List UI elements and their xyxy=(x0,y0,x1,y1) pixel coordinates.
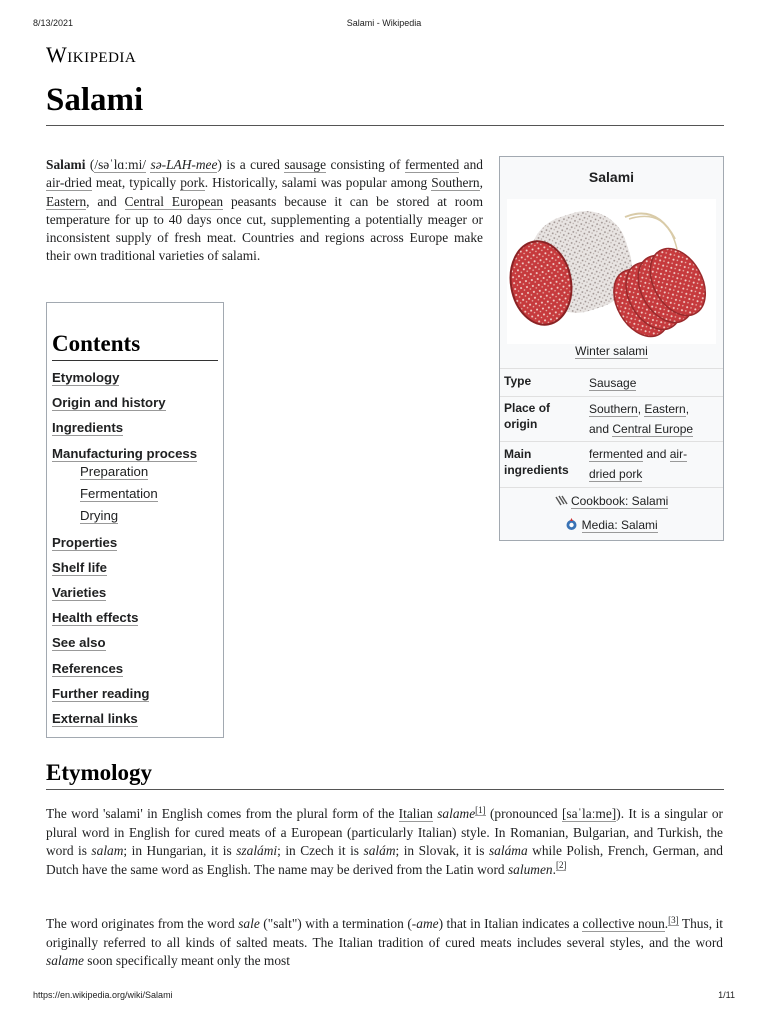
toc-item-health-effects[interactable]: Health effects xyxy=(52,610,139,625)
link-central-european[interactable]: Central European xyxy=(124,193,224,209)
etymology-paragraph-1 xyxy=(46,805,723,879)
infobox-label-origin xyxy=(504,400,550,432)
link-pork[interactable]: pork xyxy=(180,175,205,191)
lead-text: ) is a cured xyxy=(217,157,285,172)
print-title: Salami - Wikipedia xyxy=(346,18,422,28)
media-link[interactable]: Media: Salami xyxy=(581,518,658,532)
link-southern[interactable]: Southern xyxy=(431,175,480,191)
lead-text: consisting of xyxy=(326,157,405,172)
toc-item-further-reading[interactable]: Further reading xyxy=(52,686,150,701)
print-header xyxy=(33,18,735,30)
media-link-row xyxy=(500,518,723,532)
term-salame: salame xyxy=(437,806,476,821)
reference-3[interactable]: [3] xyxy=(668,914,679,925)
term-szalami: szalámi xyxy=(236,843,278,859)
para-text: ) that in Italian indicates a xyxy=(438,916,583,931)
cookbook-link-row xyxy=(500,494,723,508)
infobox-title: Salami xyxy=(588,169,635,185)
lead-text: , xyxy=(479,175,483,191)
term-salam-czech: salám xyxy=(363,843,396,859)
para-text: ; in Slovak, it is xyxy=(395,843,489,859)
lead-text: . Historically, salami was popular among xyxy=(204,175,432,191)
salami-illustration xyxy=(507,199,716,344)
toc-item-etymology[interactable]: Etymology xyxy=(52,370,120,385)
toc-item-manufacturing-process[interactable]: Manufacturing process xyxy=(52,446,198,461)
link-fermented-infobox[interactable]: fermented xyxy=(589,447,644,461)
para-text: ("salt") with a termination ( xyxy=(259,916,412,931)
lead-bold-term: Salami xyxy=(46,157,86,172)
sep: and xyxy=(589,422,613,436)
respelling-link[interactable]: sə-LAH-mee xyxy=(150,157,218,172)
sep: , xyxy=(685,402,690,416)
toc-item-ingredients[interactable]: Ingredients xyxy=(52,420,124,435)
para-text: ; in Hungarian, it is xyxy=(123,843,237,859)
para-text: . xyxy=(552,861,556,877)
infobox-caption xyxy=(500,344,723,358)
label-line: ingredients xyxy=(504,463,569,477)
print-url: https://en.wikipedia.org/wiki/Salami xyxy=(33,990,173,1000)
link-fermented[interactable]: fermented xyxy=(404,157,460,172)
link-sausage-infobox[interactable]: Sausage xyxy=(589,376,637,390)
para-text: ; in Czech it is xyxy=(277,843,364,859)
title-divider xyxy=(46,125,724,126)
lead-text: ( xyxy=(85,157,95,172)
para-text: ). It is a singular or plural word in English for cured meats of a European (particularly Italian) style. In Romanian, Bulgarian, and Turkish, the word is xyxy=(46,806,723,859)
link-eastern-infobox[interactable]: Eastern xyxy=(644,402,686,416)
infobox-row-type xyxy=(500,368,723,397)
infobox-sister-links xyxy=(500,487,723,540)
toc-item-references[interactable]: References xyxy=(52,661,124,676)
toc-item-shelf-life[interactable]: Shelf life xyxy=(52,560,107,575)
link-central-europe-infobox[interactable]: Central Europe xyxy=(612,422,694,436)
infobox xyxy=(499,156,724,541)
page-title: Salami xyxy=(46,82,144,118)
para-text: The word originates from the word xyxy=(46,916,239,931)
para-text: Thus, it originally referred to all kinds of salted meats. The Italian tradition of cured meats includes several styles, and the word xyxy=(46,916,724,950)
section-heading-etymology: Etymology xyxy=(46,760,153,785)
commons-icon xyxy=(565,518,578,531)
etymology-paragraph-2 xyxy=(46,915,723,971)
term-salumen: salumen xyxy=(507,861,553,877)
lead-paragraph xyxy=(46,156,483,266)
sep: and xyxy=(643,447,670,461)
reference-1[interactable]: [1] xyxy=(475,804,486,815)
print-page-number: 1/11 xyxy=(718,990,735,1000)
toc-divider xyxy=(52,360,218,361)
infobox-label-ingredients xyxy=(504,446,569,478)
infobox-value-origin xyxy=(589,399,717,439)
para-text: while Polish, French, German, and Dutch have the same word as English. The name may be derived from the Latin word xyxy=(46,843,723,877)
infobox-value-type xyxy=(589,373,717,393)
infobox-label-type: Type xyxy=(504,374,532,388)
table-of-contents xyxy=(46,302,224,738)
wikipedia-wordmark[interactable]: Wikipedia xyxy=(46,42,137,67)
toc-subitem-drying[interactable]: Drying xyxy=(80,508,119,523)
lead-text: peasants because it can be stored at room temperature for up to 40 days once cut, supplementing a potentially meager or inconsistent supply of fresh meat. Countries and regions across Europe make their own traditional varieties of salami. xyxy=(46,193,483,264)
cookbook-link[interactable]: Cookbook: Salami xyxy=(570,494,669,508)
link-collective-noun[interactable]: collective noun xyxy=(582,916,665,931)
toc-item-properties[interactable]: Properties xyxy=(52,535,118,550)
toc-subitem-fermentation[interactable]: Fermentation xyxy=(80,486,158,501)
lead-text: and xyxy=(459,157,483,172)
para-text: . xyxy=(664,916,669,931)
lead-text: , and xyxy=(86,193,125,209)
link-air-dried-infobox[interactable]: air- xyxy=(669,447,688,461)
term-sale: sale xyxy=(238,916,260,931)
toc-item-external-links[interactable]: External links xyxy=(52,711,138,726)
toc-item-see-also[interactable]: See also xyxy=(52,635,106,650)
infobox-value-ingredients xyxy=(589,444,717,484)
term-salame: salame xyxy=(46,953,84,969)
infobox-row-ingredients xyxy=(500,441,723,488)
link-dried-pork-infobox[interactable]: dried pork xyxy=(589,467,643,481)
print-date: 8/13/2021 xyxy=(33,18,74,28)
link-air-dried[interactable]: air-dried xyxy=(46,175,92,191)
link-southern-infobox[interactable]: Southern xyxy=(589,402,638,416)
caption-link[interactable]: Winter salami xyxy=(575,344,648,358)
print-footer xyxy=(33,990,735,1002)
salami-image[interactable] xyxy=(507,199,716,344)
toc-title: Contents xyxy=(52,331,141,356)
lead-text: meat, typically xyxy=(91,175,181,191)
link-eastern[interactable]: Eastern xyxy=(46,193,87,209)
label-line: Place of xyxy=(504,401,551,415)
sep: , xyxy=(637,402,645,416)
toc-item-origin-and-history[interactable]: Origin and history xyxy=(52,395,166,410)
para-text: (pronounced xyxy=(485,806,562,821)
toc-item-varieties[interactable]: Varieties xyxy=(52,585,107,600)
infobox-row-origin xyxy=(500,396,723,442)
ipa-link-italian[interactable]: [saˈlaːme] xyxy=(561,806,617,821)
ipa-link[interactable]: /səˈlɑːmi/ xyxy=(94,157,147,172)
toc-subitem-preparation[interactable]: Preparation xyxy=(80,464,149,479)
term-ame: -ame xyxy=(411,916,439,931)
section-divider xyxy=(46,789,724,790)
link-italian[interactable]: Italian xyxy=(398,806,433,821)
term-salama: saláma xyxy=(488,843,528,859)
reference-2[interactable]: [2] xyxy=(555,860,567,871)
term-salam: salam xyxy=(91,843,124,859)
link-sausage[interactable]: sausage xyxy=(284,157,327,172)
wikibooks-icon xyxy=(555,495,568,506)
label-line: origin xyxy=(504,417,538,431)
label-line: Main xyxy=(504,447,532,461)
para-text: soon specifically meant only the most xyxy=(83,953,290,969)
para-text: The word 'salami' in English comes from the plural form of the xyxy=(46,806,399,821)
